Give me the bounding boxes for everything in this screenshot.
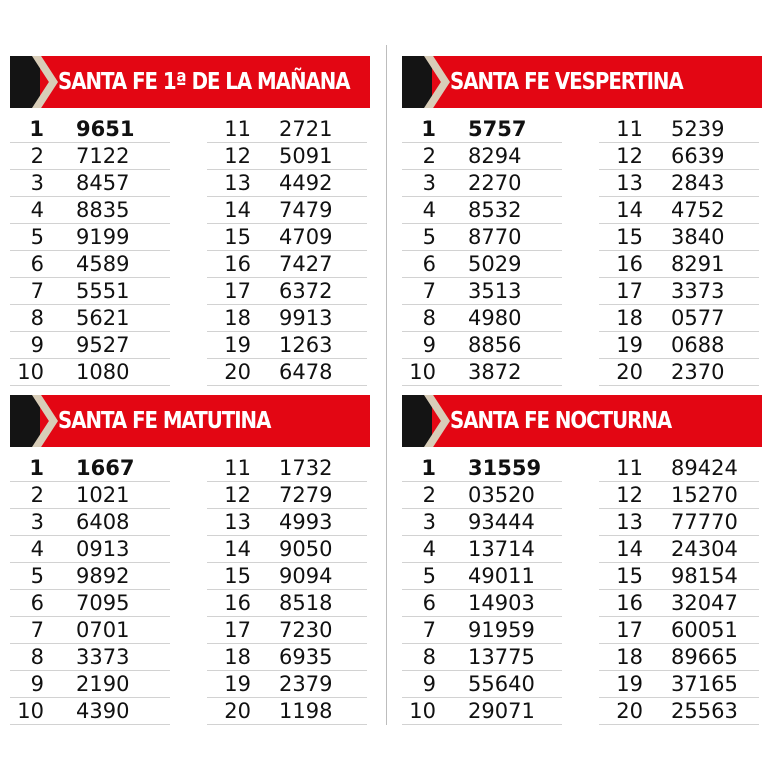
results-column-right — [599, 455, 759, 725]
result-position: 9 — [422, 333, 436, 357]
result-position: 12 — [224, 483, 251, 507]
result-position: 10 — [409, 360, 436, 384]
result-position: 2 — [30, 144, 44, 168]
result-number: 7279 — [279, 483, 333, 507]
panel-santa-fe-vespertina — [402, 56, 762, 384]
result-position: 8 — [30, 645, 44, 669]
result-number: 7427 — [279, 252, 333, 276]
result-position: 9 — [422, 672, 436, 696]
result-position: 4 — [30, 198, 44, 222]
result-number: 13714 — [468, 537, 535, 561]
result-number: 5621 — [76, 306, 130, 330]
result-position: 2 — [30, 483, 44, 507]
result-row — [599, 359, 759, 386]
result-row — [10, 224, 170, 251]
result-row — [10, 251, 170, 278]
results-column-left — [10, 116, 170, 386]
result-row — [10, 170, 170, 197]
result-position: 12 — [616, 483, 643, 507]
result-number: 6478 — [279, 360, 333, 384]
result-position: 13 — [224, 171, 251, 195]
result-position: 6 — [422, 252, 436, 276]
result-row — [10, 671, 170, 698]
result-row — [207, 278, 367, 305]
results-columns — [402, 455, 762, 723]
result-position: 15 — [616, 225, 643, 249]
result-row — [402, 509, 562, 536]
result-number: 1732 — [279, 456, 333, 480]
result-position: 1 — [421, 117, 436, 141]
result-position: 18 — [616, 306, 643, 330]
result-row — [207, 305, 367, 332]
result-position: 16 — [224, 252, 251, 276]
result-row — [599, 170, 759, 197]
result-position: 17 — [224, 279, 251, 303]
result-position: 3 — [30, 510, 44, 534]
result-row — [402, 224, 562, 251]
result-number: 9913 — [279, 306, 333, 330]
result-number: 0701 — [76, 618, 130, 642]
result-number: 9527 — [76, 333, 130, 357]
header-black-block — [10, 56, 40, 108]
result-row — [402, 359, 562, 386]
result-row — [207, 170, 367, 197]
result-number: 5757 — [468, 117, 527, 141]
panel-title: SANTA FE NOCTURNA — [450, 408, 672, 434]
result-row — [599, 644, 759, 671]
result-row — [599, 671, 759, 698]
result-position: 1 — [421, 456, 436, 480]
result-number: 1021 — [76, 483, 130, 507]
result-number: 37165 — [671, 672, 738, 696]
result-number: 9094 — [279, 564, 333, 588]
result-position: 6 — [30, 252, 44, 276]
result-row — [10, 698, 170, 725]
result-number: 5091 — [279, 144, 333, 168]
result-position: 5 — [422, 225, 436, 249]
result-row — [402, 455, 562, 482]
result-number: 4492 — [279, 171, 333, 195]
result-number: 2379 — [279, 672, 333, 696]
panel-header — [402, 395, 762, 447]
result-position: 15 — [224, 225, 251, 249]
result-number: 1263 — [279, 333, 333, 357]
panel-title: SANTA FE MATUTINA — [58, 408, 271, 434]
result-position: 16 — [616, 591, 643, 615]
result-number: 7230 — [279, 618, 333, 642]
result-number: 13775 — [468, 645, 535, 669]
result-number: 0577 — [671, 306, 725, 330]
result-number: 93444 — [468, 510, 535, 534]
result-position: 3 — [422, 510, 436, 534]
result-number: 8294 — [468, 144, 522, 168]
result-position: 18 — [616, 645, 643, 669]
result-number: 1198 — [279, 699, 333, 723]
result-row — [402, 617, 562, 644]
result-number: 3840 — [671, 225, 725, 249]
result-row — [10, 644, 170, 671]
result-position: 16 — [616, 252, 643, 276]
result-number: 2370 — [671, 360, 725, 384]
result-row — [10, 536, 170, 563]
result-row — [402, 563, 562, 590]
panel-header — [402, 56, 762, 108]
result-number: 6372 — [279, 279, 333, 303]
result-row — [402, 170, 562, 197]
result-number: 60051 — [671, 618, 738, 642]
result-number: 1667 — [76, 456, 135, 480]
result-position: 18 — [224, 645, 251, 669]
result-position: 4 — [422, 198, 436, 222]
result-row — [402, 332, 562, 359]
result-position: 17 — [616, 618, 643, 642]
result-row — [599, 332, 759, 359]
result-number: 7122 — [76, 144, 130, 168]
results-column-left — [402, 455, 562, 725]
result-number: 32047 — [671, 591, 738, 615]
result-row — [402, 278, 562, 305]
result-position: 4 — [30, 537, 44, 561]
result-row — [599, 224, 759, 251]
result-position: 17 — [616, 279, 643, 303]
result-number: 2843 — [671, 171, 725, 195]
result-row — [402, 197, 562, 224]
result-number: 89424 — [671, 456, 738, 480]
result-position: 20 — [224, 699, 251, 723]
center-divider — [386, 45, 387, 725]
result-position: 3 — [30, 171, 44, 195]
result-row — [10, 482, 170, 509]
result-number: 8518 — [279, 591, 333, 615]
result-row — [599, 509, 759, 536]
result-position: 4 — [422, 537, 436, 561]
result-number: 49011 — [468, 564, 535, 588]
panel-title: SANTA FE 1ª DE LA MAÑANA — [58, 69, 350, 95]
result-row — [402, 251, 562, 278]
result-position: 1 — [29, 117, 44, 141]
result-row — [10, 197, 170, 224]
result-number: 4589 — [76, 252, 130, 276]
result-position: 20 — [616, 360, 643, 384]
result-row — [207, 563, 367, 590]
result-position: 10 — [17, 360, 44, 384]
result-row — [402, 590, 562, 617]
panel-header — [10, 395, 370, 447]
result-row — [402, 305, 562, 332]
result-row — [402, 116, 562, 143]
result-position: 14 — [224, 537, 251, 561]
result-row — [10, 116, 170, 143]
result-position: 3 — [422, 171, 436, 195]
result-number: 3513 — [468, 279, 522, 303]
result-position: 9 — [30, 672, 44, 696]
result-number: 31559 — [468, 456, 542, 480]
result-position: 13 — [616, 510, 643, 534]
result-number: 15270 — [671, 483, 738, 507]
result-row — [10, 563, 170, 590]
result-row — [402, 143, 562, 170]
result-row — [10, 143, 170, 170]
result-row — [599, 305, 759, 332]
result-row — [207, 536, 367, 563]
result-number: 8835 — [76, 198, 130, 222]
result-number: 2721 — [279, 117, 333, 141]
result-row — [207, 617, 367, 644]
result-row — [10, 359, 170, 386]
result-position: 5 — [30, 564, 44, 588]
result-number: 14903 — [468, 591, 535, 615]
results-column-right — [599, 116, 759, 386]
result-number: 4390 — [76, 699, 130, 723]
result-position: 10 — [409, 699, 436, 723]
result-number: 24304 — [671, 537, 738, 561]
result-row — [207, 671, 367, 698]
results-column-left — [402, 116, 562, 386]
result-position: 1 — [29, 456, 44, 480]
result-row — [599, 143, 759, 170]
result-row — [10, 332, 170, 359]
result-number: 3872 — [468, 360, 522, 384]
result-row — [207, 332, 367, 359]
result-row — [207, 224, 367, 251]
result-row — [599, 698, 759, 725]
result-row — [10, 590, 170, 617]
result-position: 13 — [616, 171, 643, 195]
result-row — [207, 590, 367, 617]
result-row — [599, 251, 759, 278]
result-number: 4993 — [279, 510, 333, 534]
result-number: 29071 — [468, 699, 535, 723]
result-number: 0688 — [671, 333, 725, 357]
result-number: 8457 — [76, 171, 130, 195]
result-number: 8770 — [468, 225, 522, 249]
result-number: 8532 — [468, 198, 522, 222]
result-row — [207, 455, 367, 482]
result-row — [599, 197, 759, 224]
result-number: 9651 — [76, 117, 135, 141]
result-position: 20 — [616, 699, 643, 723]
result-number: 7095 — [76, 591, 130, 615]
result-number: 77770 — [671, 510, 738, 534]
result-row — [402, 536, 562, 563]
panel-header — [10, 56, 370, 108]
result-number: 03520 — [468, 483, 535, 507]
result-row — [402, 644, 562, 671]
result-number: 2270 — [468, 171, 522, 195]
panel-santa-fe-nocturna — [402, 395, 762, 723]
panel-title: SANTA FE VESPERTINA — [450, 69, 683, 95]
results-column-left — [10, 455, 170, 725]
result-row — [402, 482, 562, 509]
result-position: 7 — [30, 618, 44, 642]
result-position: 5 — [30, 225, 44, 249]
panel-santa-fe-primera — [10, 56, 370, 384]
results-column-right — [207, 455, 367, 725]
result-row — [599, 590, 759, 617]
result-number: 91959 — [468, 618, 535, 642]
result-number: 98154 — [671, 564, 738, 588]
result-position: 14 — [616, 198, 643, 222]
result-number: 25563 — [671, 699, 738, 723]
result-row — [207, 116, 367, 143]
result-position: 10 — [17, 699, 44, 723]
results-columns — [10, 455, 370, 723]
result-number: 6408 — [76, 510, 130, 534]
result-number: 4980 — [468, 306, 522, 330]
result-position: 12 — [616, 144, 643, 168]
header-black-block — [402, 395, 432, 447]
result-position: 7 — [30, 279, 44, 303]
result-row — [207, 143, 367, 170]
result-position: 14 — [616, 537, 643, 561]
result-position: 19 — [616, 672, 643, 696]
result-row — [599, 563, 759, 590]
result-position: 14 — [224, 198, 251, 222]
result-position: 19 — [224, 672, 251, 696]
result-position: 8 — [30, 306, 44, 330]
result-row — [599, 116, 759, 143]
result-number: 9050 — [279, 537, 333, 561]
result-number: 6639 — [671, 144, 725, 168]
result-row — [207, 482, 367, 509]
result-row — [402, 671, 562, 698]
result-row — [207, 644, 367, 671]
results-column-right — [207, 116, 367, 386]
panel-santa-fe-matutina — [10, 395, 370, 723]
result-number: 5239 — [671, 117, 725, 141]
result-position: 2 — [422, 483, 436, 507]
result-position: 6 — [30, 591, 44, 615]
result-position: 5 — [422, 564, 436, 588]
result-number: 9892 — [76, 564, 130, 588]
result-row — [402, 698, 562, 725]
result-row — [207, 359, 367, 386]
result-position: 11 — [616, 456, 643, 480]
results-columns — [402, 116, 762, 384]
result-row — [599, 482, 759, 509]
result-position: 8 — [422, 306, 436, 330]
result-position: 7 — [422, 279, 436, 303]
result-position: 6 — [422, 591, 436, 615]
result-position: 12 — [224, 144, 251, 168]
result-position: 11 — [224, 456, 251, 480]
result-number: 0913 — [76, 537, 130, 561]
result-row — [10, 278, 170, 305]
result-position: 9 — [30, 333, 44, 357]
result-number: 4752 — [671, 198, 725, 222]
result-position: 2 — [422, 144, 436, 168]
result-row — [599, 278, 759, 305]
header-black-block — [402, 56, 432, 108]
result-number: 8291 — [671, 252, 725, 276]
result-row — [207, 509, 367, 536]
result-number: 5551 — [76, 279, 130, 303]
result-position: 20 — [224, 360, 251, 384]
result-row — [207, 251, 367, 278]
result-number: 3373 — [76, 645, 130, 669]
result-position: 16 — [224, 591, 251, 615]
result-number: 9199 — [76, 225, 130, 249]
result-position: 19 — [224, 333, 251, 357]
result-number: 55640 — [468, 672, 535, 696]
result-number: 6935 — [279, 645, 333, 669]
header-black-block — [10, 395, 40, 447]
result-number: 3373 — [671, 279, 725, 303]
result-position: 11 — [224, 117, 251, 141]
result-row — [10, 305, 170, 332]
result-position: 11 — [616, 117, 643, 141]
result-row — [207, 698, 367, 725]
result-row — [207, 197, 367, 224]
result-position: 19 — [616, 333, 643, 357]
result-row — [10, 455, 170, 482]
result-number: 1080 — [76, 360, 130, 384]
result-number: 8856 — [468, 333, 522, 357]
result-number: 7479 — [279, 198, 333, 222]
result-number: 4709 — [279, 225, 333, 249]
result-row — [10, 617, 170, 644]
result-number: 2190 — [76, 672, 130, 696]
result-number: 89665 — [671, 645, 738, 669]
result-position: 15 — [224, 564, 251, 588]
result-position: 7 — [422, 618, 436, 642]
result-row — [599, 536, 759, 563]
result-row — [599, 617, 759, 644]
result-row — [10, 509, 170, 536]
results-columns — [10, 116, 370, 384]
result-row — [599, 455, 759, 482]
result-position: 17 — [224, 618, 251, 642]
result-position: 13 — [224, 510, 251, 534]
result-position: 15 — [616, 564, 643, 588]
result-position: 8 — [422, 645, 436, 669]
result-number: 5029 — [468, 252, 522, 276]
result-position: 18 — [224, 306, 251, 330]
